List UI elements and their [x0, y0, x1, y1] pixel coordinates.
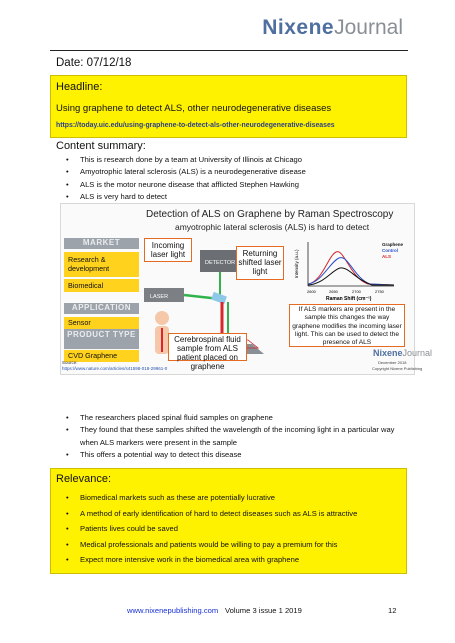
logo-bold: Nixene — [262, 16, 335, 39]
figure-logo-bold: Nixene — [373, 348, 403, 358]
summary-label: Content summary: — [56, 140, 146, 152]
tag-application-head: APPLICATION — [64, 303, 139, 314]
relevance-item: • Biomedical markets such as these are potentially lucrative — [66, 490, 357, 506]
plot-tick: 2600 — [307, 289, 316, 294]
finding-item: • This offers a potential way to detect this disease — [66, 449, 396, 461]
tag-product-head: PRODUCT TYPE — [64, 329, 139, 349]
detector-label: DETECTOR — [205, 260, 236, 266]
figure-copyright: Copyright Nixene Publishing — [372, 366, 423, 371]
relevance-list — [66, 490, 357, 568]
legend-control: Control — [382, 248, 398, 253]
tag-application-item: Sensor — [64, 317, 139, 329]
callout-returning: Returning shifted laser light — [236, 246, 284, 280]
plot-tick: 2700 — [352, 289, 361, 294]
finding-item: • The researchers placed spinal fluid samples on graphene — [66, 412, 396, 424]
figure-title: Detection of ALS on Graphene by Raman Spectroscopy — [146, 209, 394, 220]
logo-light: Journal — [334, 16, 403, 39]
figure-subtitle: amyotrophic lateral sclerosis (ALS) is hard to detect — [175, 222, 370, 232]
headline-text: Using graphene to detect ALS, other neurodegenerative diseases — [56, 103, 332, 114]
date-line: Date: 07/12/18 — [56, 57, 132, 69]
plot-tick: 2750 — [375, 289, 384, 294]
figure-source-url[interactable]: https://www.nature.com/articles/s41598-018-29961-0 — [62, 366, 168, 371]
summary-list — [66, 154, 306, 204]
headline-url[interactable]: https://today.uic.edu/using-graphene-to-detect-als-other-neurodegenerative-diseases — [56, 122, 335, 129]
figure-date: December 2018 — [378, 360, 407, 365]
legend-graphene: Graphene — [382, 242, 404, 247]
figure-logo-light: Journal — [402, 348, 433, 358]
footer-website-link[interactable]: www.nixenepublishing.com — [127, 606, 219, 615]
figure-source-label: Source: — [62, 360, 78, 365]
relevance-label: Relevance: — [56, 473, 112, 485]
tag-market-item: Biomedical — [64, 279, 139, 292]
plot-xlabel: Raman Shift (cm⁻¹) — [326, 296, 372, 302]
footer-volume: Volume 3 issue 1 2019 — [225, 606, 302, 615]
summary-item: • ALS is the motor neurone disease that afflicted Stephen Hawking — [66, 179, 306, 191]
page-number: 12 — [388, 606, 397, 615]
legend-als: ALS — [382, 254, 391, 259]
plot-tick: 2650 — [329, 289, 338, 294]
figure-logo — [373, 348, 432, 358]
tag-product-item: CVD Graphene — [64, 350, 139, 362]
relevance-item: • Medical professionals and patients would be willing to pay a premium for this — [66, 537, 357, 553]
callout-csf: Cerebrospinal fluid sample from ALS patient placed on graphene — [168, 333, 247, 361]
header-rule — [50, 50, 408, 51]
finding-item: • They found that these samples shifted the wavelength of the incoming light in a particular way when ALS markers were present in the sample — [66, 424, 396, 449]
callout-note: If ALS markers are present in the sample this changes the way graphene modifies the incoming laser light. This can be used to detect the presence of ALS — [289, 304, 405, 347]
patient-head — [155, 311, 169, 325]
relevance-item: • A method of early identification of hard to detect diseases such as ALS is attractive — [66, 506, 357, 522]
journal-logo — [262, 16, 403, 40]
findings-list — [66, 412, 396, 462]
headline-label: Headline: — [56, 81, 103, 93]
relevance-item: • Expect more intensive work in the biomedical area with graphene — [66, 552, 357, 568]
relevance-item: • Patients lives could be saved — [66, 521, 357, 537]
plot-ylabel: Intensity (a.u.) — [294, 249, 299, 278]
summary-item: • This is research done by a team at University of Illinois at Chicago — [66, 154, 306, 166]
tag-market-head: MARKET — [64, 238, 139, 249]
summary-item: • ALS is very hard to detect — [66, 191, 306, 203]
callout-incoming: Incoming laser light — [144, 238, 192, 262]
summary-item: • Amyotrophic lateral sclerosis (ALS) is a neurodegenerative disease — [66, 166, 306, 178]
laser-label: LASER — [150, 294, 169, 300]
tag-market-item: Research & development — [64, 252, 139, 277]
raman-plot — [290, 238, 408, 302]
